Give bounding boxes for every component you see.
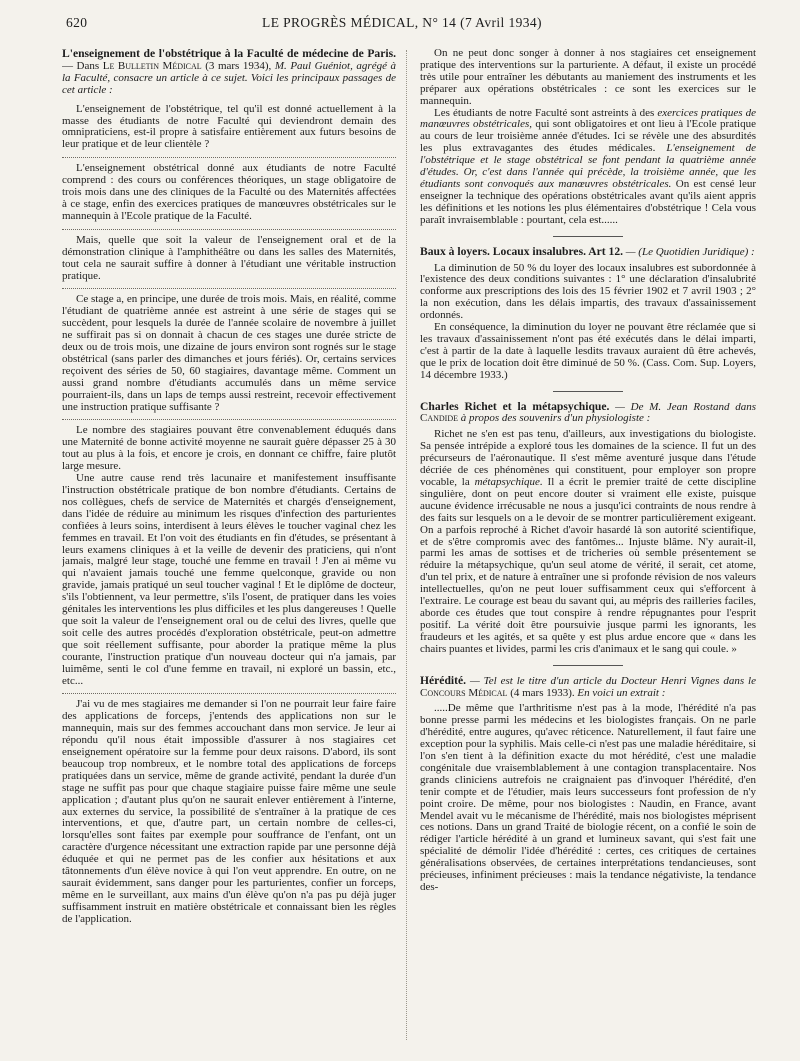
- dotted-separator: [62, 229, 396, 230]
- column-divider: [406, 50, 408, 1040]
- article-source-post: à propos des souvenirs d'un physiologiste :: [460, 412, 651, 425]
- article-heading-heredite: [420, 675, 756, 700]
- dotted-separator: [62, 157, 396, 158]
- article-source-pre: — Tel est le titre d'un article du Docteur Henri Vignes dans le: [469, 674, 756, 687]
- article-title: Charles Richet et la métapsychique.: [420, 399, 610, 413]
- paragraph: J'ai vu de mes stagiaires me demander si l'on ne pourrait leur faire faire des applications de forceps, j'entends des applications non sur le mannequin, mais sur des femmes accouchant dans mon service. Je leur ai répondu qu'il nous était impossible d'assurer à nos stagiaires cet enseignement opératoire sur la femme pour deux raisons. D'abord, ils sont beaucoup trop nombreux, et le nombre total des applications de forceps pratiquées dans un service, même de grande activité, pendant la durée d'un stage ne suffit pas pour que chaque stagiaire puisse faire même une seule application ; d'autant plus qu'on ne saurait enlever entièrement à l'interne, aux externes du service, la possibilité de s'entraîner à la pratique de ces interventions, et que, d'autre part, un certain nombre de celles-ci, lorsqu'elles sont faites par exemple pour souffrance de l'enfant, ont un caractère d'urgence nécessitant une extraction rapide par une personne déjà éduquée et qui ne permet pas de les confier aux hésitations et aux tâtonnements d'un élève novice à qui l'on veut apprendre. En outre, on ne saurait évidemment, sans danger pour les parturientes, confier un forceps, même en le surveillant, aux mains d'un élève qu'on n'a pas pu déjà juger suffisamment instruit en matière obstétricale et connaissant bien les règles de l'application.: [62, 698, 396, 925]
- paragraph: Le nombre des stagiaires pouvant être convenablement éduqués dans une Maternité de bonne activité moyenne ne saurait guère dépasser 25 à 30 tout au plus à la fois, et encore je crois, en donnant ce chiffre, faire plutôt large mesure.: [62, 424, 396, 473]
- article-intro: M. Paul Guéniot, agrégé à la Faculté, consacre un article à ce sujet. Voici les principaux passages de cet article :: [62, 59, 396, 96]
- article-source-journal: Candide: [420, 412, 458, 425]
- article-source: — (Le Quotidien Juridique) :: [625, 245, 755, 258]
- article-source-journal: Concours Médical: [420, 686, 508, 699]
- dotted-separator: [62, 288, 396, 289]
- running-header: [66, 15, 738, 35]
- paragraph-text: Richet ne s'en est pas tenu, d'ailleurs, aux investigations du biologiste. Sa pensée intrépide a exploré tous les domaines de la science. Il fut un des précurseurs de l'aéronautique. Il s'est même aventuré jusque dans l'étude décriée de ces phénomènes qui constituent, pour employer son propre vocable, la: [420, 428, 756, 488]
- paragraph: [420, 108, 756, 227]
- paragraph-text: Il a écrit le premier traité de cette discipline singulière, dont on peut encore douter si vraiment elle existe, puisque aucune évidence irrécusable ne nous a jusqu'ici contraints de nous rendre à des faits sur lesquels on a le devoir de se montrer particulièrement exigeant. On a parfois reproché à Richet d'avoir hasardé là son autorité scientifique, et de s'être compromis avec des fantômes... Injuste blâme. N'y aurait-il, parmi les amas de sottises et de tricheries où semble présentement se réduire la métapsychique, qu'un seul atome de vérité, il serait, cet atome, d'un tel prix, et de nature à entraîner une si profonde révision de nos valeurs intellectuelles, qu'on ne peut louer suffisamment ceux qui s'efforcent à l'extraire. Le courage est beau du savant qui, au mépris des railleries faciles, aborde ces études que tout conspire à rendre répugnantes pour l'esprit positif. La vérité doit être poursuivie jusque parmi les ignorants, les fraudeurs et les agités, et sa quête y est plus ardue encore que « dans les chairs puantes et livides, parmi les cris d'animaux et le sang qui coule. »: [420, 476, 756, 655]
- article-source-post: (4 mars 1933).: [510, 686, 575, 699]
- article-separator: [553, 236, 623, 237]
- paragraph: Ce stage a, en principe, une durée de trois mois. Mais, en réalité, comme l'étudiant de quatrième année est astreint à une série de stages qui se succèdent, pour lesquels la durée de l'année scolaire de novembre à juillet ne suffirait pas si on donnait à chacun de ces stages une durée stricte de deux ou de trois mois, une dizaine de jours environ sont rognés sur le stage obstétrical (sans parler des dimanches et jours fériés). Or, certains services reçoivent des séries de 50, 60 stagiaires, davantage même. Comment un aussi grand nombre d'étudiants accumulés dans un même service pourraient-ils, dans un laps de temps aussi restreint, recevoir effectivement une instruction pratique suffisante ?: [62, 293, 396, 413]
- article-heading-obstetrique: [62, 48, 396, 97]
- page-number: 620: [66, 15, 88, 30]
- paragraph: L'enseignement obstétrical donné aux étudiants de notre Faculté comprend : des cours ou conférences théoriques, un stage obligatoire de trois mois dans une des cliniques de la Faculté ou des Maternités affectées à ce stage, enfin des exercices pratiques de manœuvres obstétricales sur le mannequin à l'Ecole pratique de la Faculté.: [62, 162, 396, 222]
- paragraph: L'enseignement de l'obstétrique, tel qu'il est donné actuellement à la masse des étudiants de notre Faculté qui deviendront demain des omnipraticiens, est-il propre à satisfaire entièrement aux futurs besoins de leur pratique et de leur clientèle ?: [62, 102, 396, 151]
- paragraph: [420, 429, 756, 655]
- paragraph-text: On est censé leur enseigner la technique des opérations obstétricales avant qu'ils aient appris les définitions et les notions les plus élémentaires d'obstétrique ! Cela vous paraît invraisemblable : pourtant, cela est......: [420, 177, 756, 226]
- article-separator: [553, 665, 623, 666]
- article-source-pre: — De M. Jean Rostand dans: [615, 400, 756, 413]
- article-source-pre: — Dans: [62, 59, 100, 72]
- left-column: [62, 48, 396, 1048]
- journal-title: LE PROGRÈS MÉDICAL, N° 14 (7 Avril 1934): [262, 15, 542, 30]
- paragraph-italic: métapsychique.: [474, 476, 543, 488]
- paragraph-italic: exercices pratiques de manœuvres obstétricales,: [420, 106, 756, 131]
- paragraph: .....De même que l'arthritisme n'est pas à la mode, l'hérédité n'a pas bonne presse parmi les médecins et les biologistes français. On ne parle d'hérédité, entre augures, qu'avec réticence. Naturellement, il faut faire une exception pour la syphilis. Mais celle-ci n'est pas une maladie héréditaire, si l'on s'en tient à la définition exacte du mot hérédité, c'est une maladie congénitale due vraisemblablement à une contagion transplacentaire. Nos grands cliniciens autrefois ne craignaient pas d'invoquer l'hérédité, d'en tenir compte et de l'étudier, mais leurs successeurs font profession de n'y point croire. De même, pour nos biologistes : Naudin, en France, avant Mendel avait vu le mécanisme de l'hérédité, mais nos biologistes méprisent ces notions. Dans un grand Traité de biologie récent, on a confié le soin de rédiger l'article hérédité à un grand et lumineux savant, qui s'est fait une spécialité de démolir l'idée d'hérédité : certes, ces critiques de certaines généralisations observées, de certaines interprétations tendancieuses, sont précieuses, infiniment précieuses : mais la tendance négativiste, la tendance des-: [420, 702, 756, 893]
- paragraph: On ne peut donc songer à donner à nos stagiaires cet enseignement pratique des interventions sur la parturiente. A défaut, il existe un procédé très utile pour entraîner les débutants au maniement des instruments et les préparer aux opérations obstétricales : ce sont les exercices sur le mannequin.: [420, 48, 756, 107]
- right-column: [420, 48, 756, 1048]
- paragraph-italic: L'enseignement de l'obstétrique et le stage obstétrical se font pendant la quatrième année d'études. Or, c'est dans l'année qui précède, la troisième année, que les étudiants sont convoqués aux manœuvres obstétricales.: [420, 142, 756, 190]
- dotted-separator: [62, 693, 396, 694]
- paragraph: Une autre cause rend très lacunaire et manifestement insuffisante l'instruction obstétricale pratique de bon nombre d'étudiants. Certains de nos collègues, chefs de service de Maternités et chargés d'enseignement, dans l'idée de réduire au minimum les risques d'infection des parturientes confiées à leurs soins, interdisent à leurs élèves le toucher vaginal chez les femmes en travail. Et l'on voit des étudiants en fin d'études, se présentant à leurs examens cliniques à et la veille de devenir des praticiens, qui n'ont jamais, malgré leur stage, touché une femme en travail ! J'en ai même vu qui n'avaient jamais touché une femme quelconque, gravide ou non gravide, jamais pratiqué un seul toucher vaginal ! Et le diplôme de docteur, s'ils l'obtiennent, va leur permettre, s'ils l'osent, de pratiquer dans les voies génitales les interventions les plus difficiles et les plus dangereuses ! Quelle que soit la valeur de l'enseignement oral ou de celui des livres, quelle que soit celle des autres procédés d'exploration obstétricale, peut-on admettre que soit réellement suffisante, pour aborder la pratique même la plus courante, l'instruction pratique d'un nouveau docteur qui n'a jamais, par luimême, senti le col d'une femme en travail, ni exploré un bassin, etc., etc...: [62, 472, 396, 687]
- article-source-post: (3 mars 1934),: [205, 59, 272, 72]
- paragraph-text: qui sont obligatoires et ont lieu à l'Ecole pratique au cours de leur troisième année d'études. Ici se révèle une des absurdités les plus extravagantes des études médicales.: [420, 118, 756, 155]
- paragraph: Mais, quelle que soit la valeur de l'enseignement oral et de la démonstration clinique à l'amphithéâtre ou dans les salles des Maternités, tout cela ne saurait suffire à donner à l'étudiant une véritable instruction pratique.: [62, 233, 396, 282]
- paragraph-text: Les étudiants de notre Faculté sont astreints à des: [434, 106, 655, 119]
- paragraph: En conséquence, la diminution du loyer ne pouvant être réclamée que si les travaux d'assainissement n'ont pas été exécutés dans le délai imparti, c'est à partir de la date à laquelle lesdits travaux auraient dû être achevés, que le prix de location doit être diminué de 50 %. (Cass. Com. Sup. Loyers, 14 décembre 1933.): [420, 321, 756, 381]
- dotted-separator: [62, 419, 396, 420]
- article-title: L'enseignement de l'obstétrique à la Faculté de médecine de Paris.: [62, 48, 396, 60]
- article-source-extract: En voici un extrait :: [577, 686, 666, 699]
- article-heading-baux: [420, 246, 756, 259]
- article-separator: [553, 391, 623, 392]
- article-heading-richet: [420, 401, 756, 426]
- paragraph: La diminution de 50 % du loyer des locaux insalubres est subordonnée à l'existence des deux conditions suivantes : 1° une déclaration d'insalubrité conforme aux prescriptions des lois des 15 février 1902 et 7 avril 1903 ; 2° la non exécution, dans les délais impartis, des travaux d'assainissement ordonnés.: [420, 261, 756, 322]
- article-source-journal: Le Bulletin Médical: [102, 59, 202, 72]
- article-title: Hérédité.: [420, 673, 467, 687]
- article-title: Baux à loyers. Locaux insalubres. Art 12.: [420, 244, 624, 258]
